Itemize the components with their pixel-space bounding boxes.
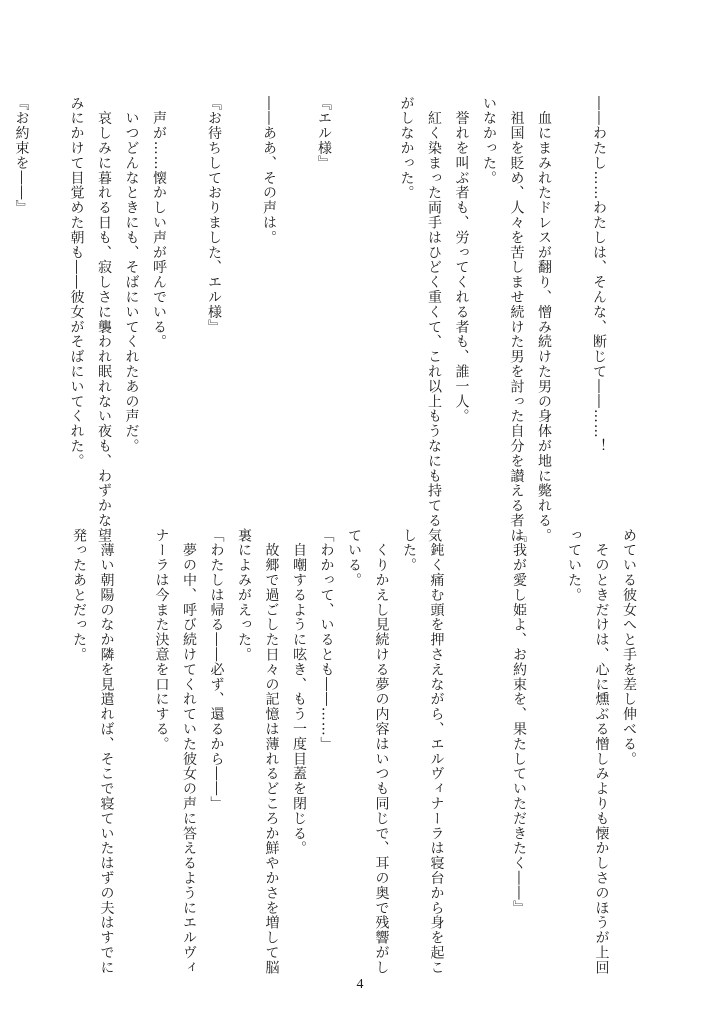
text-line [282,96,310,496]
text-line [337,96,365,496]
text-line: 誉れを叫ぶ者も、労ってくれる者も、誰一人。 [453,96,470,424]
text-line: 裏によみがえった。 [236,528,252,663]
text-line [0,96,7,496]
text-line: 自嘲するように呟き、もう一度目蓋を閉じる。 [291,528,307,856]
text-line: 声が……懐かしい声が呼んでいる。 [151,96,167,350]
text-line: くりかえし見続ける夢の内容はいつも同じで、耳の奥で残響がし [373,528,390,975]
text-line: 哀しみに暮れる日も、寂しさに襲われ眠れない夜も、わずかな望 [96,96,112,543]
text-line: いなかった。 [481,96,497,186]
text-line: ている。 [346,528,362,588]
text-line: ――わたし……わたしは、そんな、断じて――……！ [591,96,607,454]
text-line [557,96,585,496]
text-line: ――ああ、その声は。 [261,96,277,245]
text-line: 紅く染まった両手はひどく重くて、これ以上もうなにも持てる気 [426,96,442,543]
text-block-bottom [65,528,643,975]
text-line [172,96,200,496]
text-line: めている彼女へと手を差し伸べる。 [621,528,637,767]
text-line: 「わかって、いるとも――……」 [318,528,335,752]
text-line [532,528,560,938]
text-line: 故郷で過ごした日々の記憶は薄れるどころか鮮やかさを増して脳 [263,528,280,975]
text-line: した。 [401,528,417,573]
text-line: 鈍く痛む頭を押さえながら、エルヴィナーラは寝台から身を起こ [428,528,445,975]
text-line [227,96,255,496]
text-line: 「わたしは帰る――必ず、還るから――」 [208,528,225,812]
text-line: 血にまみれたドレスが翻り、憎み続けた男の身体が地に斃れる。 [536,96,552,543]
text-line [450,528,478,938]
text-line: 『エル様』 [316,96,332,171]
text-line [35,96,63,496]
text-line: 夢の中、呼び続けてくれていた彼女の声に答えるようにエルヴィ [181,528,197,975]
text-line: 『我が愛し姫よ、お約束を、果たしていただきたく――』 [511,528,527,916]
text-line: 薄い朝陽のなか隣を見遣れば、そこで寝ていたはずの夫はすでに [98,528,115,975]
text-block-top [0,96,612,543]
text-line: 『お約束を――』 [13,96,30,216]
text-line: っていた。 [566,528,582,603]
text-line: 『お待ちしておりました、エル様』 [206,96,222,335]
text-line: 発ったあとだった。 [71,528,87,663]
text-line [365,96,393,496]
text-line: みにかけて目覚めた朝も――彼女がそばにいてくれた。 [68,96,85,469]
text-line: 祖国を貶め、人々を苦しませ続けた男を討った自分を讃える者は [508,96,525,543]
text-line: ナーラは今また決意を口にする。 [153,528,170,752]
text-line [120,528,148,938]
text-line: そのときだけは、心に燻ぶる憎しみよりも懐かしさのほうが上回 [593,528,610,975]
text-line: いつどんなときにも、そばにいてくれたあの声だ。 [123,96,140,454]
text-line: がしなかった。 [398,96,415,201]
page-number: 4 [356,977,364,992]
text-line [477,528,505,938]
